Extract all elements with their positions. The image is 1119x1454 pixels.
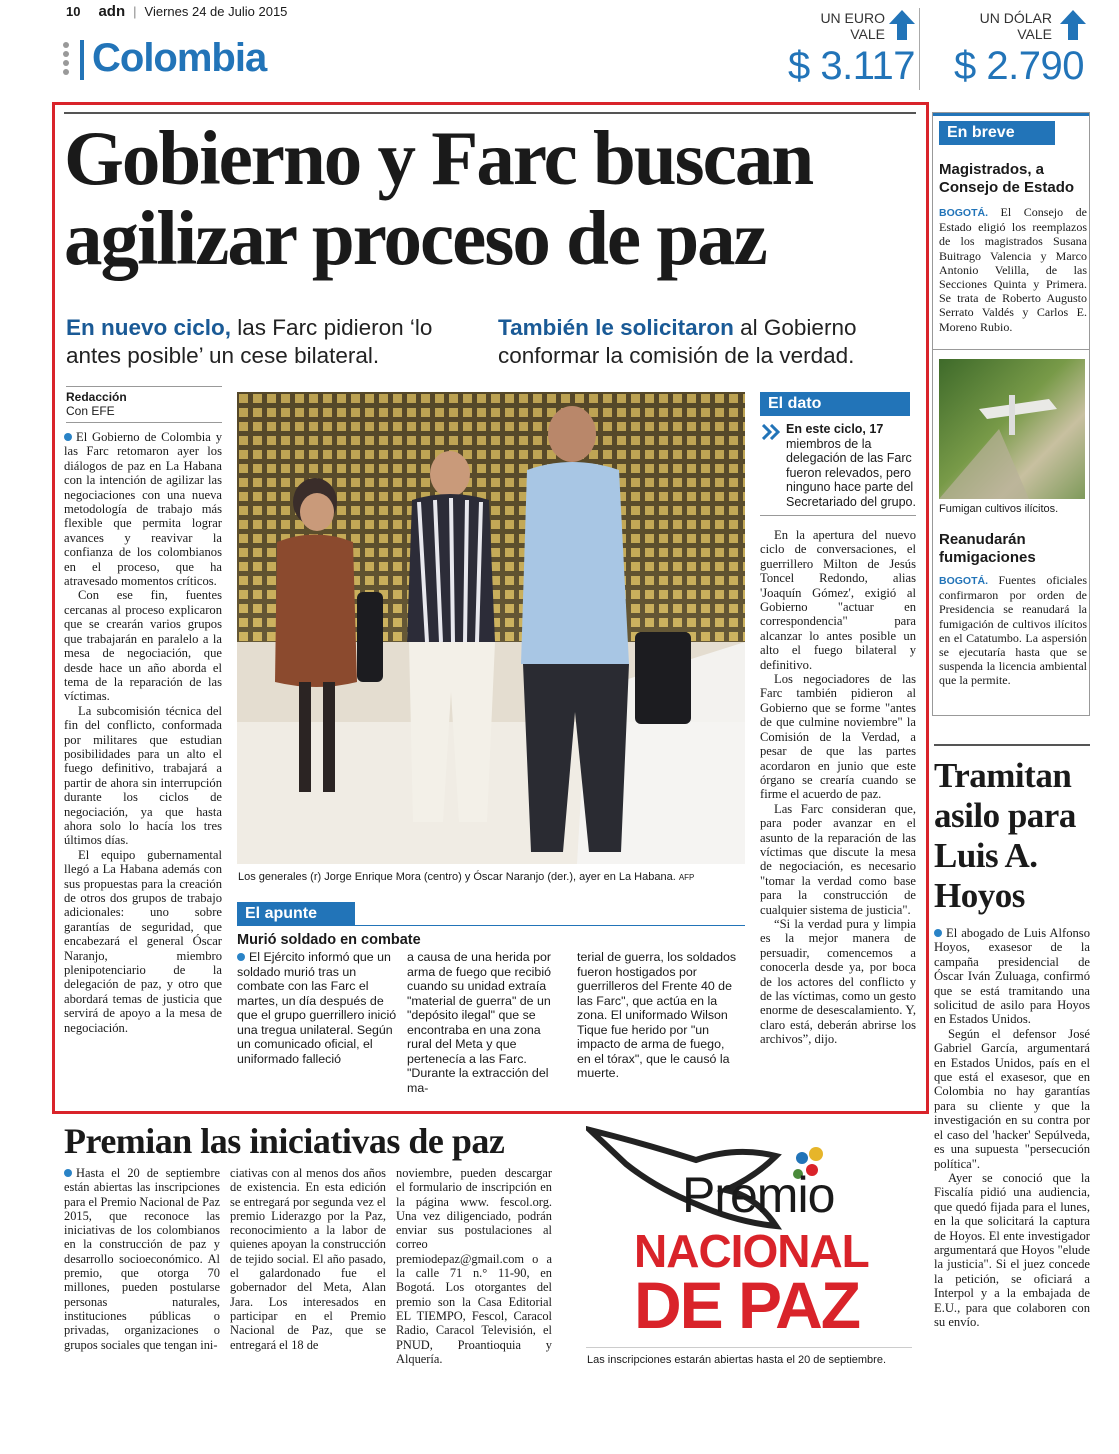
premio-columns xyxy=(64,1166,572,1366)
bullet-icon xyxy=(934,929,942,937)
section-dots xyxy=(63,42,69,75)
apunte-box xyxy=(237,902,745,1095)
bullet-icon xyxy=(64,1169,72,1177)
article-col-4: En la apertura del nuevo ciclo de conversaciones, el guerrillero Milton de Jesús Toncel Redondo, alias 'Joaquín Gómez', exigió al Gobierno "actuar en correspondencia" para alcanzar lo antes posible un alto el fuego bilateral y definitivo. Los negociadores de las Farc también pidieron al Gobierno que se forme "antes de que culmine noviembre" la Comisión de la Verdad, a pesar de que las partes acordaron en junio que este órgano se crearía cuando se firme el acuerdo de paz. Las Farc consideran que, para poder avanzar en el asunto de la reparación de las víctimas que discute la mesa de negociación, es necesario "tomar la verdad como base para la construcción de cualquier sistema de justicia". “Si la verdad pura y limpia es la mejor manera de persuadir, comencemos a conocerla desde ya, por boca de los actores del conflicto y de las víctimas, como un gesto enorme de desescalamiento. Y, claro está, deberán abrirse los archivos”, dijo. xyxy=(760,528,916,1047)
deck-right: También le solicitaron al Gobierno conformar la comisión de la verdad. xyxy=(498,315,857,368)
apunte-title: Murió soldado en combate xyxy=(237,932,421,948)
side-body: El abogado de Luis Alfonso Hoyos, exasesor de la campaña presidencial de Óscar Iván Zuluaga, confirmó que se está tramitando una solicitud de asilo para Hoyos en Estados Unidos. Según el defensor José Gabriel García, argumentará en Estados Unidos, país en el que está el exasesor, que en Colombia no hay garantías para su cliente y que la investigación en su contra por el caso del 'hacker' Sepúlveda, es una supuesta "persecución política". Ayer se conoció que la Fiscalía pidió una audiencia, que quedó fijada para el lunes, en la que solicitará la captura de Hoyos. El ente investigador argumentará que Hoyos "elude la justicia". Si el juez concede la petición, se oficiará a Interpol y a la embajada de E.U., para que colaboren con su envío. xyxy=(934,926,1090,1329)
breve-photo xyxy=(939,359,1085,499)
byline: Redacción Con EFE xyxy=(66,386,222,423)
top-rule xyxy=(64,112,916,114)
deck-left: En nuevo ciclo, las Farc pidieron ‘lo antes posible’ un cese bilateral. xyxy=(66,315,433,368)
apunte-col-3: terial de guerra, los soldados fueron hostigados por guerrilleros del Frente 40 de las Farc", que actúa en la zona. El uniformado Wilson Tique fue herido por "un impacto de arma de fuego, en el tórax", que le causó la muerte. xyxy=(577,950,737,1080)
bullet-icon xyxy=(237,953,245,961)
dato-box xyxy=(760,392,916,516)
side-story-rule xyxy=(934,744,1090,746)
section-title: Colombia xyxy=(92,36,267,80)
apunte-col-1: El Ejército informó que un soldado murió tras un combate con las Farc el martes, un día después de que el grupo guerrillero inició una tregua unilateral. Según un comunicado oficial, el uniformado falleció xyxy=(237,950,397,1066)
euro-value: $ 3.117 xyxy=(788,44,915,88)
arrow-up-icon xyxy=(889,10,915,40)
euro-label: UN EURO VALE xyxy=(820,10,885,42)
dato-tag: El dato xyxy=(760,392,910,416)
logo-premio: Premio xyxy=(682,1167,835,1223)
separator: | xyxy=(133,3,137,19)
logo-nacional: NACIONAL xyxy=(634,1225,869,1277)
side-headline: Tramitan asilo para Luis A. Hoyos xyxy=(934,756,1076,915)
main-photo xyxy=(237,392,745,864)
breve-box xyxy=(932,112,1090,716)
premio-col-3: noviembre, pueden descargar el formulario de inscripción en la página www. fescol.org. Una vez diligenciado, podrán enviar sus postulaciones al correo premiodepaz@gmail.com o a la calle 71 n.° 11-90, en Bogotá. Los otorgantes del premio son la Casa Editorial EL TIEMPO, Fescol, Caracol Radio, Caracol Televisión, el PNUD, Proantioquia y Alquería. xyxy=(396,1166,552,1366)
article-col-1: El Gobierno de Colombia y las Farc retomaron ayer los diálogos de paz en La Habana con la intención de agilizar las negociaciones con una nueva metodología de trabajo más flexible que permita lograr avances y reavivar la confianza de los colombianos en el proceso, que ha atravesado momentos críticos. Con ese fin, fuentes cercanas al proceso explicaron que se crearán varios grupos que trabajarán en paralelo a la mesa de negociación, que desde hace un año aborda el tema de la reparación de las víctimas. La subcomisión técnica del fin del conflicto, conformada por militares que estudian posibilidades para un alto el fuego definitivo, trabajará a partir de ahora sin interrupción durante los ciclos de negociación, ya que hasta ahora solo lo hacía los tres últimos días. El equipo gubernamental llegó a La Habana además con sus propuestas para la creación de otros dos grupos de trabajo adicionales: uno sobre garantías de seguridad, que encabezará el general Óscar Naranjo, miembro plenipotenciario de la delegación de paz, y otro que abordará temas de justicia que servirá de apoyo a la mesa de negociación. xyxy=(64,430,222,1035)
breve-item2-text: BOGOTÁ. Fuentes oficiales confirmaron por orden de Presidencia se reanudará la fumigación de cultivos ilícitos en el Catatumbo. La aspersión se ejecutaría hasta que se suspenda la licencia ambiental que la permite. xyxy=(939,573,1087,688)
apunte-tag: El apunte xyxy=(237,902,355,926)
euro-widget xyxy=(772,8,920,90)
apunte-col-2: a causa de una herida por arma de fuego que recibió cuando su unidad extraía "material de guerra" de un "depósito ilegal" que se encontraba en una zona rural del Meta y que pertenecía a las Farc. "Durante la extracción del ma- xyxy=(407,950,551,1095)
bullet-icon xyxy=(64,433,72,441)
arrow-up-icon xyxy=(1060,10,1086,40)
premio-col-2: ciativas con al menos dos años de existencia. En esta edición se entregará por segunda vez el premio Liderazgo por la Paz, reconocimiento a la labor de quienes apoyan la construcción de tejido social. El año pasado, el galardonado fue el gobernador del Meta, Alan Jara. Los interesados en participar en el Premio Nacional de Paz, que se entregará el 18 de xyxy=(230,1166,386,1352)
breve-item2-title: Reanudarán fumigaciones xyxy=(939,531,1036,566)
breve-item1-title: Magistrados, a Consejo de Estado xyxy=(939,161,1075,196)
breve-item1-text: BOGOTÁ. El Consejo de Estado eligió los reemplazos de los magistrados Susana Buitrago Valencia y Marco Antonio Velilla, de las Secciones Quinta y Primera. Se trata de Roberto Augusto Serrato Valdés y Carlos E. Moreno Rubio. xyxy=(939,205,1087,334)
main-headline: Gobierno y Farc buscan agilizar proceso de paz xyxy=(64,115,813,281)
double-chevron-icon xyxy=(762,424,780,440)
dato-lead: En este ciclo, 17 xyxy=(786,422,884,436)
dolar-value: $ 2.790 xyxy=(954,44,1084,88)
premio-headline: Premian las iniciativas de paz xyxy=(64,1121,505,1161)
section-bar xyxy=(80,40,84,80)
premio-col-1: Hasta el 20 de septiembre están abiertas las inscripciones para el Premio Nacional de Paz 2015, que reconoce las iniciativas de los colombianos en la construcción de paz y desarrollo socioeconómico. Al premio, que otorga 70 millones, pueden postularse personas naturales, instituciones públicas o privadas, organizaciones o grupos sociales que tengan ini- xyxy=(64,1166,220,1352)
dolar-label: UN DÓLAR VALE xyxy=(979,10,1052,42)
breve-tag: En breve xyxy=(939,121,1055,145)
breve-photo-caption: Fumigan cultivos ilícitos. xyxy=(939,503,1059,515)
photo-caption: Los generales (r) Jorge Enrique Mora (centro) y Óscar Naranjo (der.), ayer en La Habana. AFP xyxy=(238,871,695,883)
brand-logo: adn xyxy=(98,2,126,20)
page-number: 10 xyxy=(66,3,81,19)
dolar-widget xyxy=(934,8,1086,90)
page-header xyxy=(66,0,287,22)
dato-text: miembros de la delegación de las Farc fueron relevados, pero ninguno hace parte del Secretariado del grupo. xyxy=(786,436,916,509)
premio-caption: Las inscripciones estarán abiertas hasta el 20 de septiembre. xyxy=(587,1354,887,1366)
issue-date: Viernes 24 de Julio 2015 xyxy=(144,3,288,19)
logo-de-paz: DE PAZ xyxy=(634,1268,860,1342)
premio-logo xyxy=(586,1126,912,1348)
